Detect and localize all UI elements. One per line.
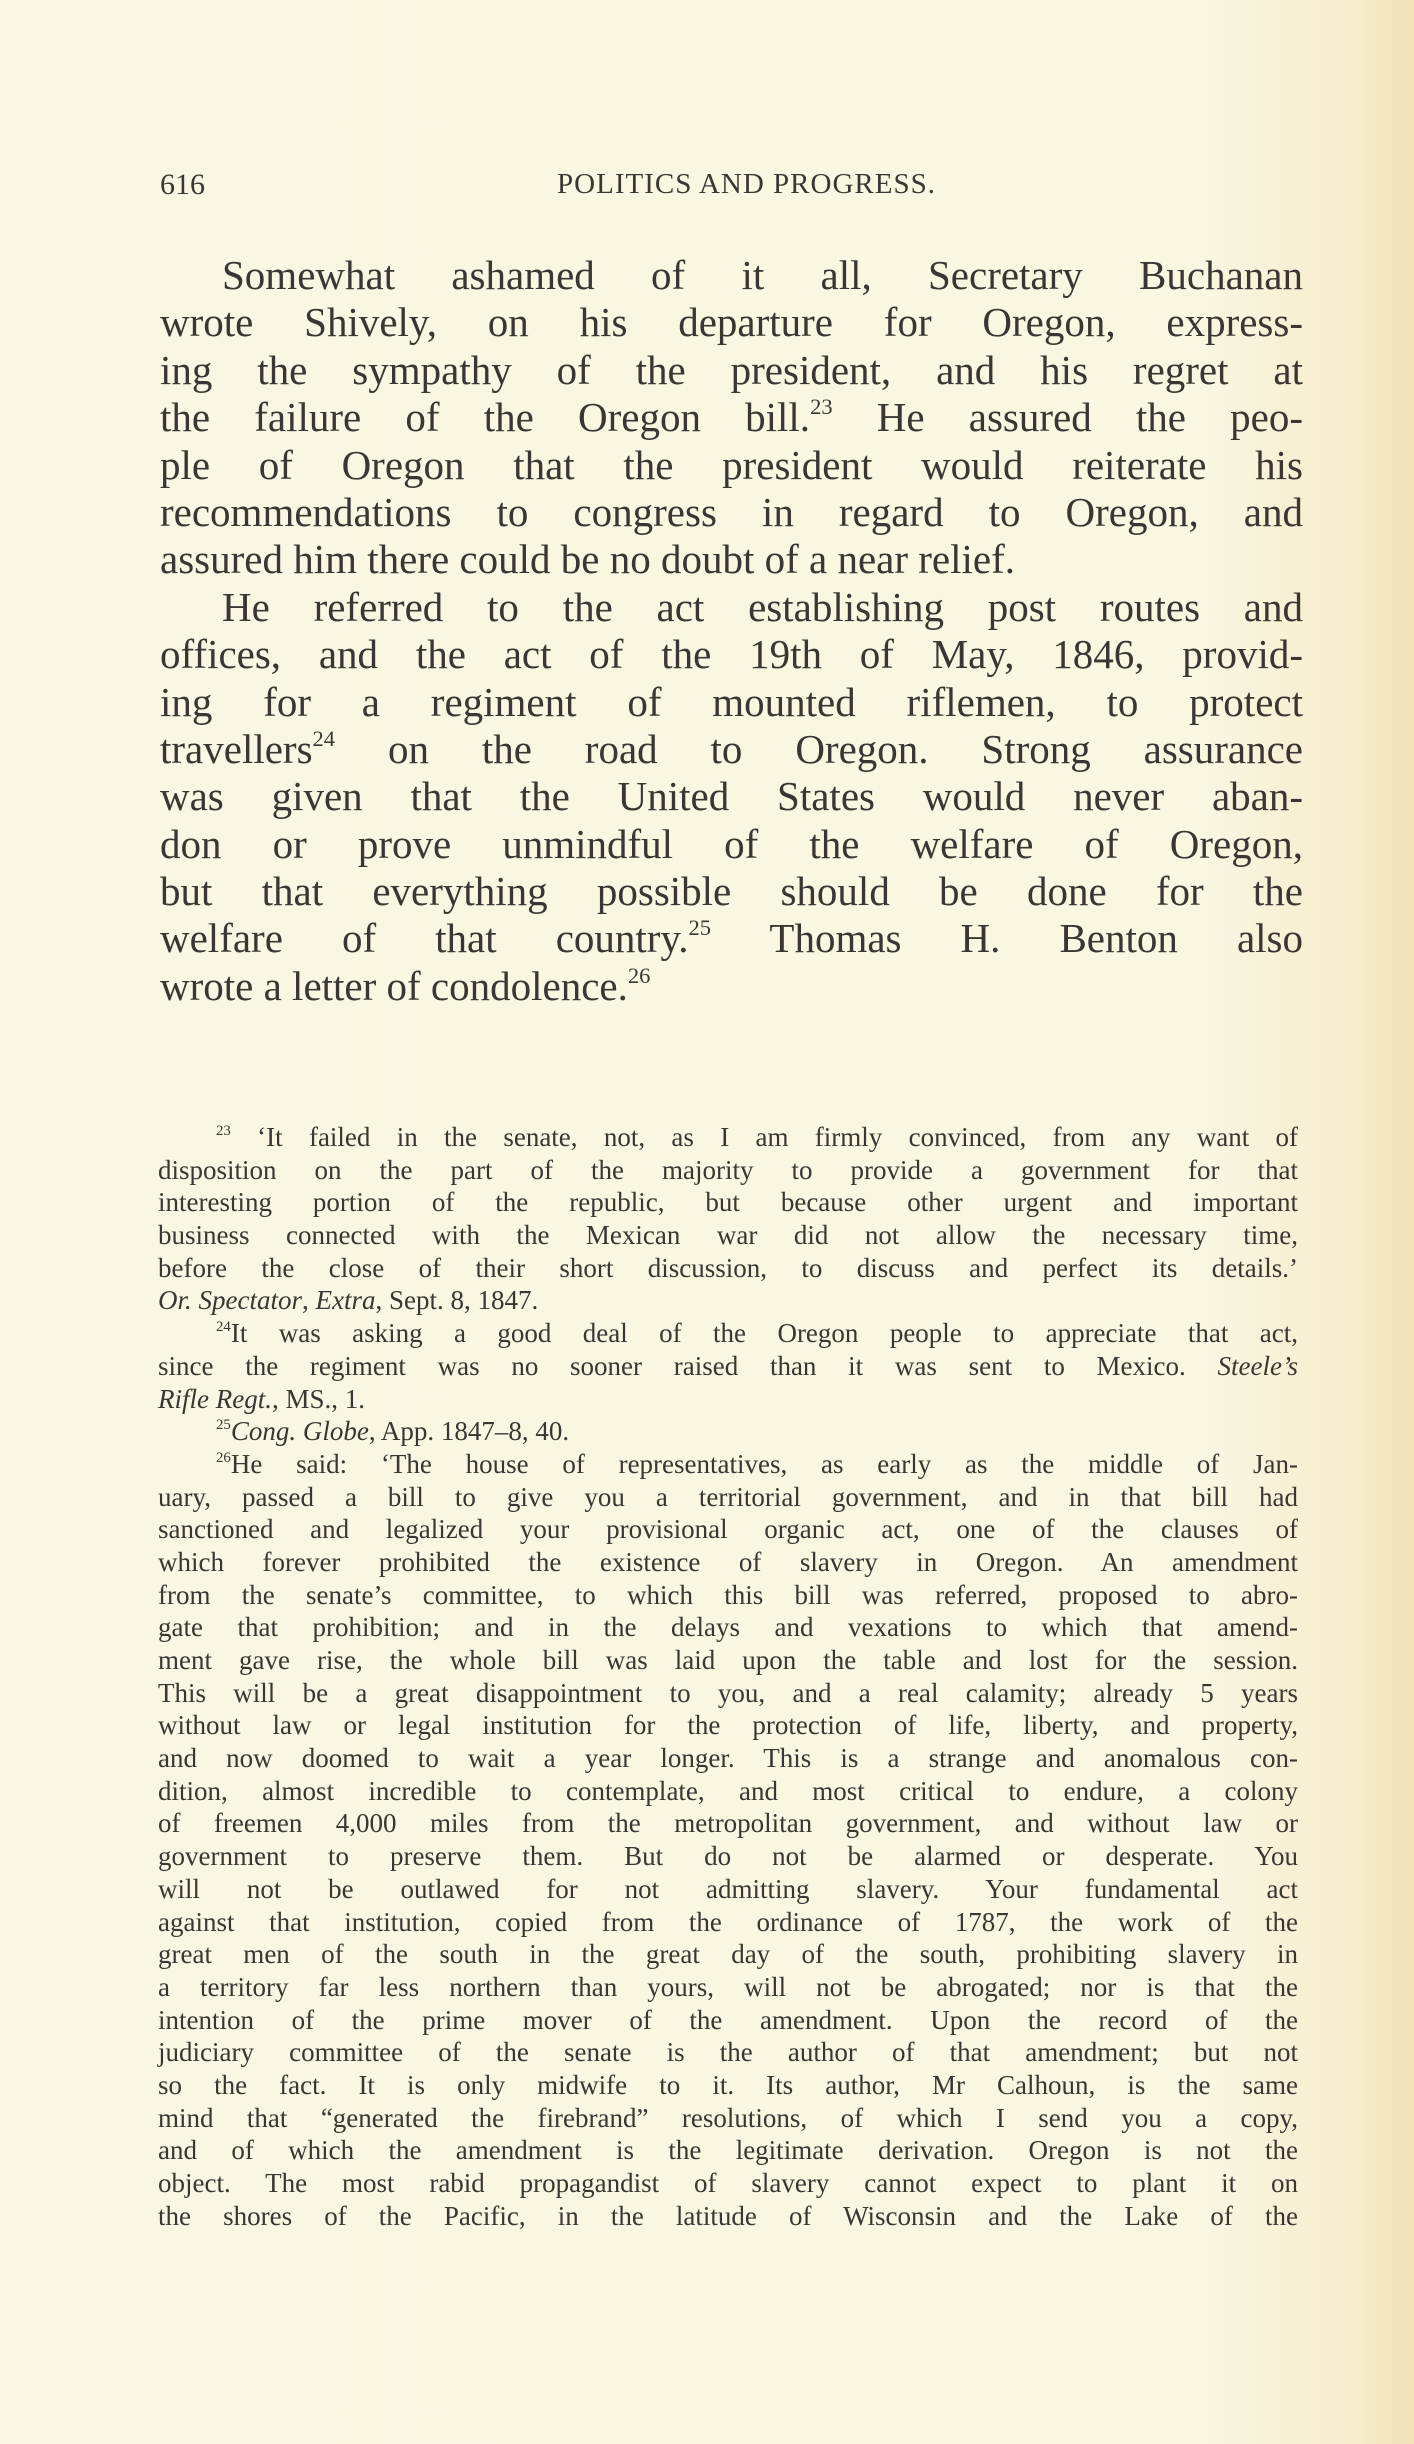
body-text	[160, 252, 1303, 1010]
footnote-line	[158, 1448, 1298, 1481]
footnote-line	[158, 1154, 1298, 1187]
body-line	[160, 726, 1303, 773]
footnote-line	[158, 1415, 1298, 1448]
italic-citation: Steele’s	[1217, 1350, 1298, 1381]
footnote-line	[158, 1579, 1298, 1612]
footnote-line	[158, 1840, 1298, 1873]
footnote-marker: 25	[688, 915, 712, 941]
footnote-line	[158, 1186, 1298, 1219]
page-header	[160, 168, 1303, 208]
footnote-line	[158, 1481, 1298, 1514]
text-run: a territory far less northern than yours, will not be abrogated; nor is that the	[158, 1971, 1298, 2002]
footnote-line	[158, 2004, 1298, 2037]
body-line	[160, 915, 1303, 962]
text-run: but that everything possible should be done for the	[160, 868, 1303, 915]
footnote-line	[158, 1121, 1298, 1154]
text-run: welfare of that country.	[160, 915, 689, 962]
footnote-marker: 26	[216, 1449, 231, 1466]
footnote-line	[158, 1938, 1298, 1971]
footnote-line	[158, 2102, 1298, 2135]
text-run: on the road to Oregon. Strong assurance	[335, 725, 1303, 772]
text-run: mind that “generated the firebrand” resolutions, of which I send you a copy,	[158, 2102, 1298, 2133]
footnote-marker: 23	[810, 394, 833, 420]
text-run: , Sept. 8, 1847.	[375, 1285, 539, 1316]
text-run: sanctioned and legalized your provisional organic act, one of the clauses of	[158, 1514, 1298, 1545]
text-run: He assured the peo-	[832, 394, 1303, 441]
text-run: dition, almost incredible to contemplate, and most critical to endure, a colony	[158, 1775, 1298, 1806]
text-run: ing for a regiment of mounted riflemen, to protect	[160, 678, 1303, 725]
body-line	[160, 679, 1303, 726]
text-run: intention of the prime mover of the amendment. Upon the record of the	[158, 2004, 1298, 2035]
text-run: great men of the south in the great day of the south, prohibiting slavery in	[158, 1939, 1298, 1970]
footnote-line	[158, 2167, 1298, 2200]
text-run: so the fact. It is only midwife to it. Its author, Mr Calhoun, is the same	[158, 2069, 1298, 2100]
text-run: will not be outlawed for not admitting slavery. Your fundamental act	[158, 1873, 1298, 1904]
text-run: object. The most rabid propagandist of slavery cannot expect to plant it on	[158, 2168, 1298, 2198]
text-run: business connected with the Mexican war did not allow the necessary time,	[158, 1220, 1298, 1251]
text-run: and now doomed to wait a year longer. This is a strange and anomalous con-	[158, 1743, 1298, 1774]
text-run: ment gave rise, the whole bill was laid upon the table and lost for the session.	[158, 1645, 1298, 1675]
footnote-line	[158, 1350, 1298, 1383]
text-run: He said: ‘The house of representatives, as early as the middle of Jan-	[230, 1448, 1298, 1479]
text-run: ple of Oregon that the president would reiterate his	[160, 441, 1303, 488]
text-run: government to preserve them. But do not be alarmed or desperate. You	[158, 1841, 1298, 1872]
text-run: recommendations to congress in regard to Oregon, and	[160, 488, 1303, 535]
footnote-line	[158, 2036, 1298, 2069]
footnote-line	[158, 1677, 1298, 1710]
footnote-line	[158, 1546, 1298, 1579]
text-run: It was asking a good deal of the Oregon people to appreciate that act,	[230, 1318, 1298, 1349]
footnote-line	[158, 1317, 1298, 1350]
footnote-line	[158, 1709, 1298, 1742]
text-run: don or prove unmindful of the welfare of Oregon,	[160, 820, 1303, 867]
text-run: disposition on the part of the majority to provide a government for that	[158, 1154, 1298, 1185]
footnote-line	[158, 1383, 1298, 1416]
text-run: , MS., 1.	[271, 1383, 365, 1414]
body-line	[160, 489, 1303, 536]
body-line	[160, 868, 1303, 915]
footnote-line	[158, 1284, 1298, 1317]
text-run: before the close of their short discussion, to discuss and perfect its details.’	[158, 1252, 1298, 1283]
body-line	[160, 394, 1303, 441]
text-run: against that institution, copied from the ordinance of 1787, the work of the	[158, 1906, 1298, 1937]
italic-citation: Or. Spectator	[158, 1285, 302, 1316]
body-line	[160, 963, 1303, 1010]
text-run: from the senate’s committee, to which this bill was referred, proposed to abro-	[158, 1579, 1298, 1610]
body-line	[160, 299, 1303, 346]
footnote-line	[158, 1742, 1298, 1775]
text-run: offices, and the act of the 19th of May, 1846, provid-	[160, 631, 1303, 678]
footnote-line	[158, 1906, 1298, 1939]
text-run: He referred to the act establishing post routes and	[222, 583, 1303, 630]
text-run: of freemen 4,000 miles from the metropolitan government, and without law or	[158, 1808, 1298, 1839]
text-run: Somewhat ashamed of it all, Secretary Buchanan	[222, 252, 1303, 298]
footnote-line	[158, 1611, 1298, 1644]
footnote-line	[158, 1252, 1298, 1285]
text-run: This will be a great disappointment to you, and a real calamity; already 5 years	[158, 1677, 1298, 1708]
body-line	[160, 773, 1303, 820]
text-run: interesting portion of the republic, but because other urgent and important	[158, 1187, 1298, 1218]
text-run: ‘It failed in the senate, not, as I am firmly convinced, from any want of	[230, 1122, 1298, 1152]
italic-citation: Rifle Regt.	[158, 1383, 272, 1414]
text-run: the failure of the Oregon bill.	[160, 394, 811, 441]
body-line	[160, 584, 1303, 631]
body-line	[160, 536, 1303, 583]
text-run: ,	[302, 1285, 316, 1316]
footnote-line	[158, 1644, 1298, 1677]
footnote-marker: 24	[312, 726, 336, 751]
footnote-marker: 25	[216, 1417, 231, 1434]
body-line	[160, 821, 1303, 868]
running-head: POLITICS AND PROGRESS.	[557, 168, 936, 200]
text-run: was given that the United States would never aban-	[160, 773, 1303, 820]
footnote-line	[158, 1219, 1298, 1252]
footnote-line	[158, 1775, 1298, 1808]
body-line	[160, 631, 1303, 678]
text-run: , App. 1847–8, 40.	[368, 1416, 570, 1447]
text-run: uary, passed a bill to give you a territorial government, and in that bill had	[158, 1481, 1298, 1512]
text-run: gate that prohibition; and in the delays and vexations to which that amend-	[158, 1612, 1298, 1643]
footnotes	[158, 1121, 1298, 2232]
footnote-line	[158, 1807, 1298, 1840]
footnote-marker: 23	[216, 1122, 231, 1139]
text-run: which forever prohibited the existence of slavery in Oregon. An amendment	[158, 1546, 1298, 1577]
body-line	[160, 252, 1303, 299]
body-line	[160, 347, 1303, 394]
footnote-line	[158, 1971, 1298, 2004]
text-run: without law or legal institution for the protection of life, liberty, and property,	[158, 1710, 1298, 1741]
text-run: ing the sympathy of the president, and his regret at	[160, 346, 1303, 393]
text-run: judiciary committee of the senate is the author of that amendment; but not	[158, 2037, 1298, 2068]
page-number: 616	[160, 168, 205, 201]
footnote-line	[158, 2069, 1298, 2102]
body-line	[160, 442, 1303, 489]
italic-citation: Cong. Globe	[230, 1416, 369, 1447]
text-run: wrote Shively, on his departure for Oregon, express-	[160, 299, 1303, 346]
text-run: since the regiment was no sooner raised than it was sent to Mexico.	[158, 1350, 1218, 1381]
footnote-line	[158, 1513, 1298, 1546]
text-run: travellers	[160, 725, 313, 772]
italic-citation: Extra	[315, 1285, 376, 1316]
text-run: wrote a letter of condolence.	[160, 962, 628, 1009]
text-run: the shores of the Pacific, in the latitude of Wisconsin and the Lake of the	[158, 2200, 1298, 2231]
footnote-marker: 24	[216, 1319, 231, 1335]
footnote-line	[158, 2134, 1298, 2167]
text-run: and of which the amendment is the legitimate derivation. Oregon is not the	[158, 2135, 1298, 2166]
text-run: Thomas H. Benton also	[711, 915, 1303, 962]
footnote-line	[158, 1873, 1298, 1906]
footnote-marker: 26	[627, 962, 651, 988]
footnote-line	[158, 2200, 1298, 2233]
text-run: assured him there could be no doubt of a near relief.	[160, 536, 1015, 583]
